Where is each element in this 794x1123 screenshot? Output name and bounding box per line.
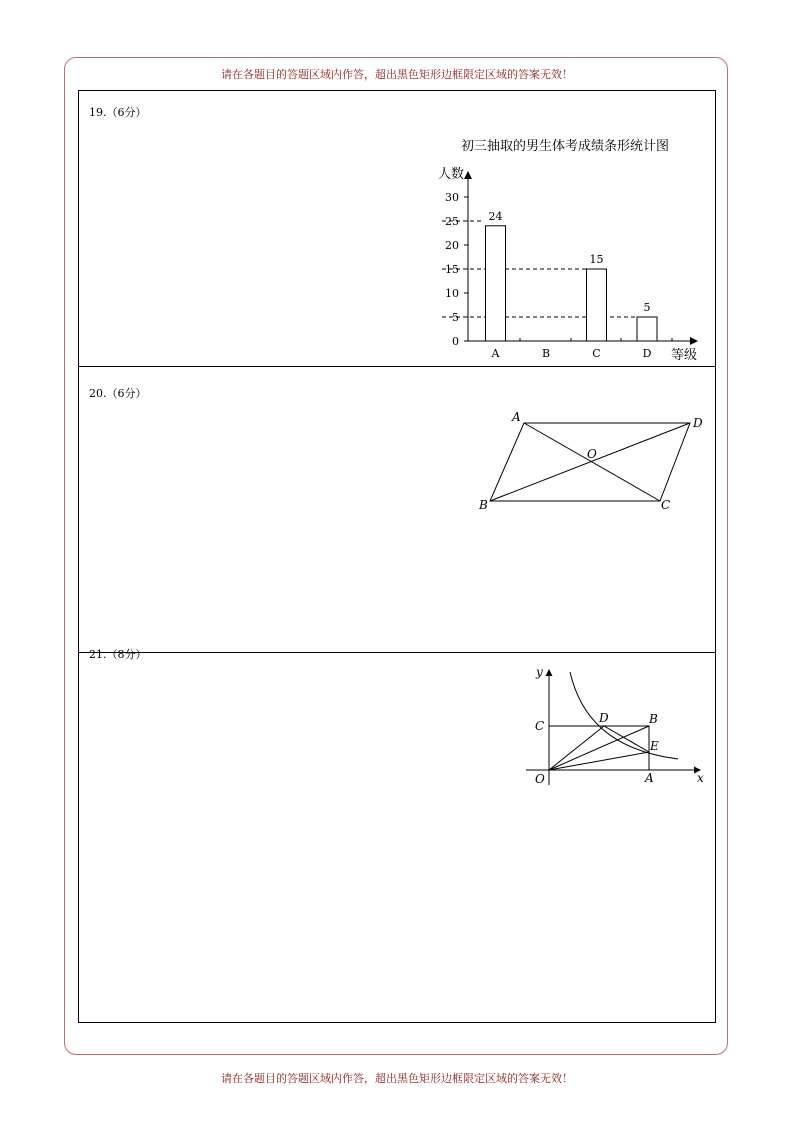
segment-de [604,726,649,752]
y-tick-label: 30 [445,191,459,204]
point-label-c: C [661,498,671,512]
bar-a [486,226,506,341]
coordinate-figure-21 [520,660,710,790]
diagonal-ac [524,423,660,501]
diagonal-bd [490,423,690,501]
data-label: 15 [589,253,604,266]
y-axis-label: 人数 [437,167,465,182]
header-notice: 请在各题目的答题区域内作答，超出黑色矩形边框限定区域的答案无效！ [221,68,573,81]
category-label: A [491,347,500,360]
segment-od [549,726,604,770]
y-tick-label: 5 [452,311,459,324]
point-label-o: O [535,772,545,786]
point-label-a: A [512,410,521,424]
point-label-d: D [599,711,609,725]
divider-20-21 [78,652,716,653]
point-label-b: B [479,498,488,512]
point-label-d: D [693,416,703,430]
y-tick-label: 25 [445,215,459,228]
category-label: D [642,347,652,360]
y-tick-label: 10 [445,287,459,300]
point-label-c: C [535,719,545,733]
point-label-o: O [587,447,597,461]
point-label-a: A [645,771,654,785]
segment-oe [549,752,649,770]
question-20-label: 20.（6分） [89,387,147,400]
point-label-e: E [650,739,659,753]
hyperbola-curve [570,672,678,759]
data-label: 24 [488,209,503,223]
y-tick-label: 0 [452,335,459,348]
category-label: C [592,347,601,360]
bar-d [637,317,657,341]
question-19-label: 19.（6分） [89,106,147,119]
parallelogram-figure-20 [470,405,710,520]
category-label: B [541,347,551,360]
x-axis-label: 等级 [670,348,698,363]
bar-c [587,269,607,341]
axis-label-x: x [697,771,704,785]
footer-notice: 请在各题目的答题区域内作答，超出黑色矩形边框限定区域的答案无效！ [221,1072,573,1085]
y-tick-label: 20 [445,239,459,252]
data-label: 5 [643,301,651,314]
chart-title: 初三抽取的男生体考成绩条形统计图 [460,139,670,154]
y-tick-label: 15 [445,263,459,276]
question-21-label: 21.（8分） [89,648,147,661]
axis-label-y: y [536,665,543,679]
divider-19-20 [78,366,716,367]
point-label-b: B [649,712,658,726]
bar-chart-19 [420,130,710,365]
